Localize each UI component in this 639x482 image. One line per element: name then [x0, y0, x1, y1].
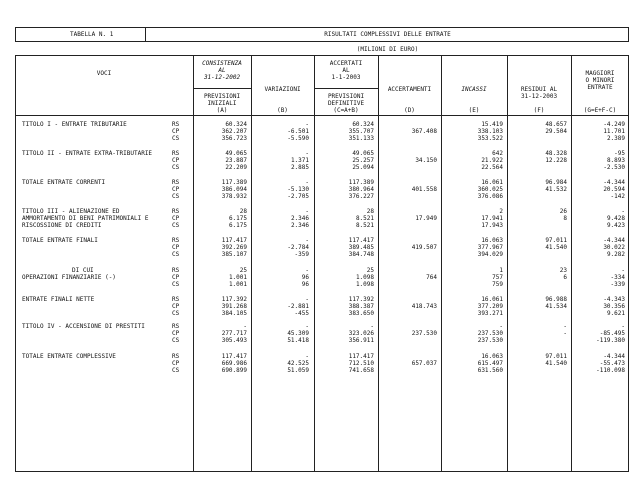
row-type-code: CS [172, 193, 180, 200]
table-cell: 96 [301, 274, 309, 281]
table-cell: 355.707 [348, 128, 374, 135]
table-cell: - [305, 150, 309, 157]
table-cell: 764 [426, 274, 437, 281]
table-cell: 117.417 [221, 237, 247, 244]
table-cell: 60.324 [352, 121, 374, 128]
table-cell: 759 [492, 281, 503, 288]
table-cell: -4.343 [603, 296, 625, 303]
table-cell: -4.344 [603, 353, 625, 360]
table-cell: 1.098 [355, 281, 374, 288]
table-cell: 41.534 [545, 303, 567, 310]
table-cell: 8.893 [606, 157, 625, 164]
table-cell: 97.011 [545, 237, 567, 244]
table-cell: 41.532 [545, 186, 567, 193]
row-label-line3: RISCOSSIONE DI CREDITI [22, 222, 102, 229]
row-label: TITOLO IV - ACCENSIONE DI PRESTITI [22, 323, 145, 330]
table-cell: -4.344 [603, 237, 625, 244]
table-cell: 6 [563, 274, 567, 281]
col-header-voci: VOCI [96, 70, 112, 77]
table-cell: 22.209 [225, 164, 247, 171]
table-cell: 384.105 [221, 310, 247, 317]
table-cell: 30.022 [603, 244, 625, 251]
table-cell: - [305, 237, 309, 244]
row-type-code: CS [172, 251, 180, 258]
table-cell: 96.988 [545, 296, 567, 303]
col-divider-7 [571, 55, 572, 472]
col-divider-2 [251, 55, 252, 472]
table-cell: -359 [294, 251, 309, 258]
table-cell: 97.011 [545, 353, 567, 360]
table-cell: - [305, 179, 309, 186]
table-cell: 8 [563, 215, 567, 222]
table-cell: 20.594 [603, 186, 625, 193]
table-cell: 30.356 [603, 303, 625, 310]
table-cell: 388.387 [348, 303, 374, 310]
row-type-code: CS [172, 367, 180, 374]
row-type-code: CP [172, 215, 180, 222]
col-header-consistenza: CONSISTENZA AL 31-12-2002 [202, 60, 242, 81]
row-type-code: CS [172, 337, 180, 344]
table-cell: 21.922 [481, 157, 503, 164]
main-table [15, 55, 629, 472]
table-cell: 29.504 [545, 128, 567, 135]
table-cell: 117.417 [221, 353, 247, 360]
row-label: DI CUI [72, 267, 94, 274]
table-cell: 237.530 [477, 337, 503, 344]
row-type-code: RS [172, 121, 180, 128]
table-cell: - [563, 323, 567, 330]
col-divider-6 [507, 55, 508, 472]
table-cell: 9.621 [606, 310, 625, 317]
table-cell: 642 [492, 150, 503, 157]
table-cell: 376.227 [348, 193, 374, 200]
table-cell: -5.590 [287, 135, 309, 142]
row-label: TITOLO III - ALIENAZIONE ED [22, 208, 120, 215]
row-label-line2: OPERAZIONI FINANZIARIE (-) [22, 274, 116, 281]
row-label: TOTALE ENTRATE FINALI [22, 237, 98, 244]
table-cell: 380.964 [348, 186, 374, 193]
col-divider-5 [441, 55, 442, 472]
table-cell: 2.346 [290, 215, 309, 222]
table-cell: 96 [301, 281, 309, 288]
row-type-code: CP [172, 330, 180, 337]
table-cell: -85.495 [599, 330, 625, 337]
row-label: TITOLO II - ENTRATE EXTRA-TRIBUTARIE [22, 150, 153, 157]
row-type-code: RS [172, 150, 180, 157]
table-cell: - [499, 323, 503, 330]
col-header-residui: RESIDUI AL 31-12-2003 [520, 86, 558, 100]
table-cell: 16.063 [481, 237, 503, 244]
table-cell: 60.324 [225, 121, 247, 128]
table-cell: 392.269 [221, 244, 247, 251]
table-cell: 25 [366, 267, 374, 274]
table-cell: 1.098 [355, 274, 374, 281]
table-cell: 657.037 [411, 360, 437, 367]
col-header-b: (B) [277, 107, 288, 114]
table-cell: -6.501 [287, 128, 309, 135]
row-type-code: RS [172, 208, 180, 215]
table-cell: 25.257 [352, 157, 374, 164]
table-cell: 96.984 [545, 179, 567, 186]
table-cell: 41.540 [545, 360, 567, 367]
table-cell: - [563, 330, 567, 337]
table-cell: 11.701 [603, 128, 625, 135]
table-cell: 376.086 [477, 193, 503, 200]
table-cell: 42.525 [287, 360, 309, 367]
table-cell: 117.417 [348, 237, 374, 244]
table-cell: - [305, 121, 309, 128]
table-cell: -142 [610, 193, 625, 200]
table-cell: -2.530 [603, 164, 625, 171]
table-cell: 615.497 [477, 360, 503, 367]
table-cell: 16.061 [481, 179, 503, 186]
table-cell: 305.493 [221, 337, 247, 344]
table-cell: 22.564 [481, 164, 503, 171]
col-divider-3 [314, 55, 315, 472]
table-cell: 25.094 [352, 164, 374, 171]
table-cell: 419.507 [411, 244, 437, 251]
table-cell: 117.392 [348, 296, 374, 303]
table-cell: -95 [614, 150, 625, 157]
row-type-code: CS [172, 164, 180, 171]
table-cell: 2.885 [290, 164, 309, 171]
col-divider-1 [193, 55, 194, 472]
table-cell: -334 [610, 274, 625, 281]
table-cell: - [621, 208, 625, 215]
table-cell: 17.941 [481, 215, 503, 222]
col-header-e: (E) [468, 107, 480, 114]
table-cell: 117.389 [221, 179, 247, 186]
col-header-maggiori: MAGGIORI O MINORI ENTRATE [585, 70, 615, 91]
table-cell: 23 [559, 267, 567, 274]
table-cell: 1.001 [228, 274, 247, 281]
table-cell: 401.558 [411, 186, 437, 193]
table-cell: 25 [239, 267, 247, 274]
col-header-variazioni: VARIAZIONI [264, 86, 301, 93]
table-cell: 353.522 [477, 135, 503, 142]
table-cell: - [621, 267, 625, 274]
table-cell: -2.784 [287, 244, 309, 251]
table-cell: - [305, 353, 309, 360]
table-cell: 356.723 [221, 135, 247, 142]
row-type-code: CP [172, 303, 180, 310]
table-cell: -5.130 [287, 186, 309, 193]
col-header-f: (F) [533, 107, 545, 114]
table-cell: 48.328 [545, 150, 567, 157]
table-cell: 360.025 [477, 186, 503, 193]
row-type-code: CP [172, 244, 180, 251]
row-type-code: CS [172, 222, 180, 229]
table-cell: -455 [294, 310, 309, 317]
table-cell: 362.207 [221, 128, 247, 135]
row-type-code: CS [172, 135, 180, 142]
table-cell: -2.881 [287, 303, 309, 310]
col-header-previsioni-definitive: PREVISIONI DEFINITIVE [327, 93, 365, 107]
col-header-underline-a [193, 88, 251, 89]
row-label: TOTALE ENTRATE COMPLESSIVE [22, 353, 116, 360]
table-cell: 9.423 [606, 222, 625, 229]
row-type-code: RS [172, 296, 180, 303]
col-header-accertamenti: ACCERTAMENTI [387, 86, 432, 93]
col-header-c: (C=A+B) [333, 107, 359, 114]
table-cell: 669.986 [221, 360, 247, 367]
col-header-accertati: ACCERTATI AL 1-1-2003 [329, 60, 363, 81]
table-cell: 8.521 [355, 215, 374, 222]
row-label: ENTRATE FINALI NETTE [22, 296, 95, 303]
table-cell: 690.899 [221, 367, 247, 374]
row-type-code: RS [172, 353, 180, 360]
table-cell: 16.063 [481, 353, 503, 360]
row-type-code: CP [172, 360, 180, 367]
row-type-code: CP [172, 128, 180, 135]
table-cell: - [305, 323, 309, 330]
table-cell: 351.133 [348, 135, 374, 142]
table-cell: 391.268 [221, 303, 247, 310]
row-label: TOTALE ENTRATE CORRENTI [22, 179, 106, 186]
table-cell: 323.026 [348, 330, 374, 337]
row-type-code: CP [172, 186, 180, 193]
table-cell: -2.705 [287, 193, 309, 200]
table-cell: - [370, 323, 374, 330]
table-cell: 741.658 [348, 367, 374, 374]
table-cell: 237.530 [411, 330, 437, 337]
table-cell: 12.228 [545, 157, 567, 164]
row-label: TITOLO I - ENTRATE TRIBUTARIE [22, 121, 127, 128]
row-type-code: CP [172, 274, 180, 281]
table-cell: -119.380 [596, 337, 625, 344]
table-cell: 16.061 [481, 296, 503, 303]
table-cell: 45.309 [287, 330, 309, 337]
table-cell: 378.932 [221, 193, 247, 200]
row-type-code: RS [172, 179, 180, 186]
table-cell: 48.657 [545, 121, 567, 128]
table-cell: 367.408 [411, 128, 437, 135]
table-cell: 49.065 [352, 150, 374, 157]
table-cell: 389.485 [348, 244, 374, 251]
table-cell: -339 [610, 281, 625, 288]
col-header-previsioni-iniziali: PREVISIONI INIZIALI [203, 93, 241, 107]
table-cell: 117.417 [348, 353, 374, 360]
header-separator [15, 115, 629, 116]
table-cell: 386.094 [221, 186, 247, 193]
table-cell: 712.510 [348, 360, 374, 367]
table-cell: 1.001 [228, 281, 247, 288]
table-cell: 2 [499, 208, 503, 215]
table-cell: -110.098 [596, 367, 625, 374]
table-cell: - [305, 267, 309, 274]
table-cell: 383.650 [348, 310, 374, 317]
table-cell: 26 [559, 208, 567, 215]
table-cell: 117.389 [348, 179, 374, 186]
table-cell: 338.103 [477, 128, 503, 135]
table-cell: 418.743 [411, 303, 437, 310]
row-type-code: CS [172, 281, 180, 288]
col-header-a: (A) [216, 107, 228, 114]
row-label-line2: AMMORTAMENTO DI BENI PATRIMONIALI E [22, 215, 149, 222]
table-cell: 2.389 [606, 135, 625, 142]
table-cell: 757 [492, 274, 503, 281]
table-cell: 51.418 [287, 337, 309, 344]
table-cell: - [305, 208, 309, 215]
table-cell: 17.949 [415, 215, 437, 222]
row-type-code: CP [172, 157, 180, 164]
table-cell: 277.717 [221, 330, 247, 337]
table-label: TABELLA N. 1 [70, 31, 114, 38]
col-divider-4 [378, 55, 379, 472]
page-title: RISULTATI COMPLESSIVI DELLE ENTRATE [324, 31, 451, 38]
table-cell: 1.371 [290, 157, 309, 164]
table-cell: 377.209 [477, 303, 503, 310]
table-cell: 385.107 [221, 251, 247, 258]
table-cell: 237.530 [477, 330, 503, 337]
table-cell: 9.428 [606, 215, 625, 222]
table-cell: 6.175 [228, 215, 247, 222]
table-cell: 9.282 [606, 251, 625, 258]
col-header-underline-c [314, 88, 378, 89]
table-cell: - [243, 323, 247, 330]
table-cell: 28 [239, 208, 247, 215]
table-cell: 23.887 [225, 157, 247, 164]
table-cell: 6.175 [228, 222, 247, 229]
table-cell: 393.271 [477, 310, 503, 317]
row-type-code: CS [172, 310, 180, 317]
table-cell: 1 [499, 267, 503, 274]
table-cell: -55.473 [599, 360, 625, 367]
table-cell: 17.943 [481, 222, 503, 229]
table-cell: 377.967 [477, 244, 503, 251]
table-cell: 2.346 [290, 222, 309, 229]
row-type-code: RS [172, 323, 180, 330]
table-cell: 34.150 [415, 157, 437, 164]
table-cell: -4.249 [603, 121, 625, 128]
table-cell: 631.560 [477, 367, 503, 374]
table-cell: 356.911 [348, 337, 374, 344]
table-cell: 41.540 [545, 244, 567, 251]
table-cell: 51.059 [287, 367, 309, 374]
table-cell: 8.521 [355, 222, 374, 229]
table-cell: -4.344 [603, 179, 625, 186]
table-cell: 384.748 [348, 251, 374, 258]
row-type-code: RS [172, 237, 180, 244]
table-cell: 117.392 [221, 296, 247, 303]
table-cell: - [305, 296, 309, 303]
table-cell: 28 [366, 208, 374, 215]
table-cell: 49.065 [225, 150, 247, 157]
table-cell: 15.419 [481, 121, 503, 128]
row-type-code: RS [172, 267, 180, 274]
col-header-d: (D) [404, 107, 415, 114]
unit-label: (MILIONI DI EURO) [356, 46, 419, 53]
table-cell: 394.029 [477, 251, 503, 258]
col-header-g: (G=E+F-C) [583, 107, 617, 114]
table-cell: - [621, 323, 625, 330]
col-header-incassi: INCASSI [461, 86, 487, 93]
